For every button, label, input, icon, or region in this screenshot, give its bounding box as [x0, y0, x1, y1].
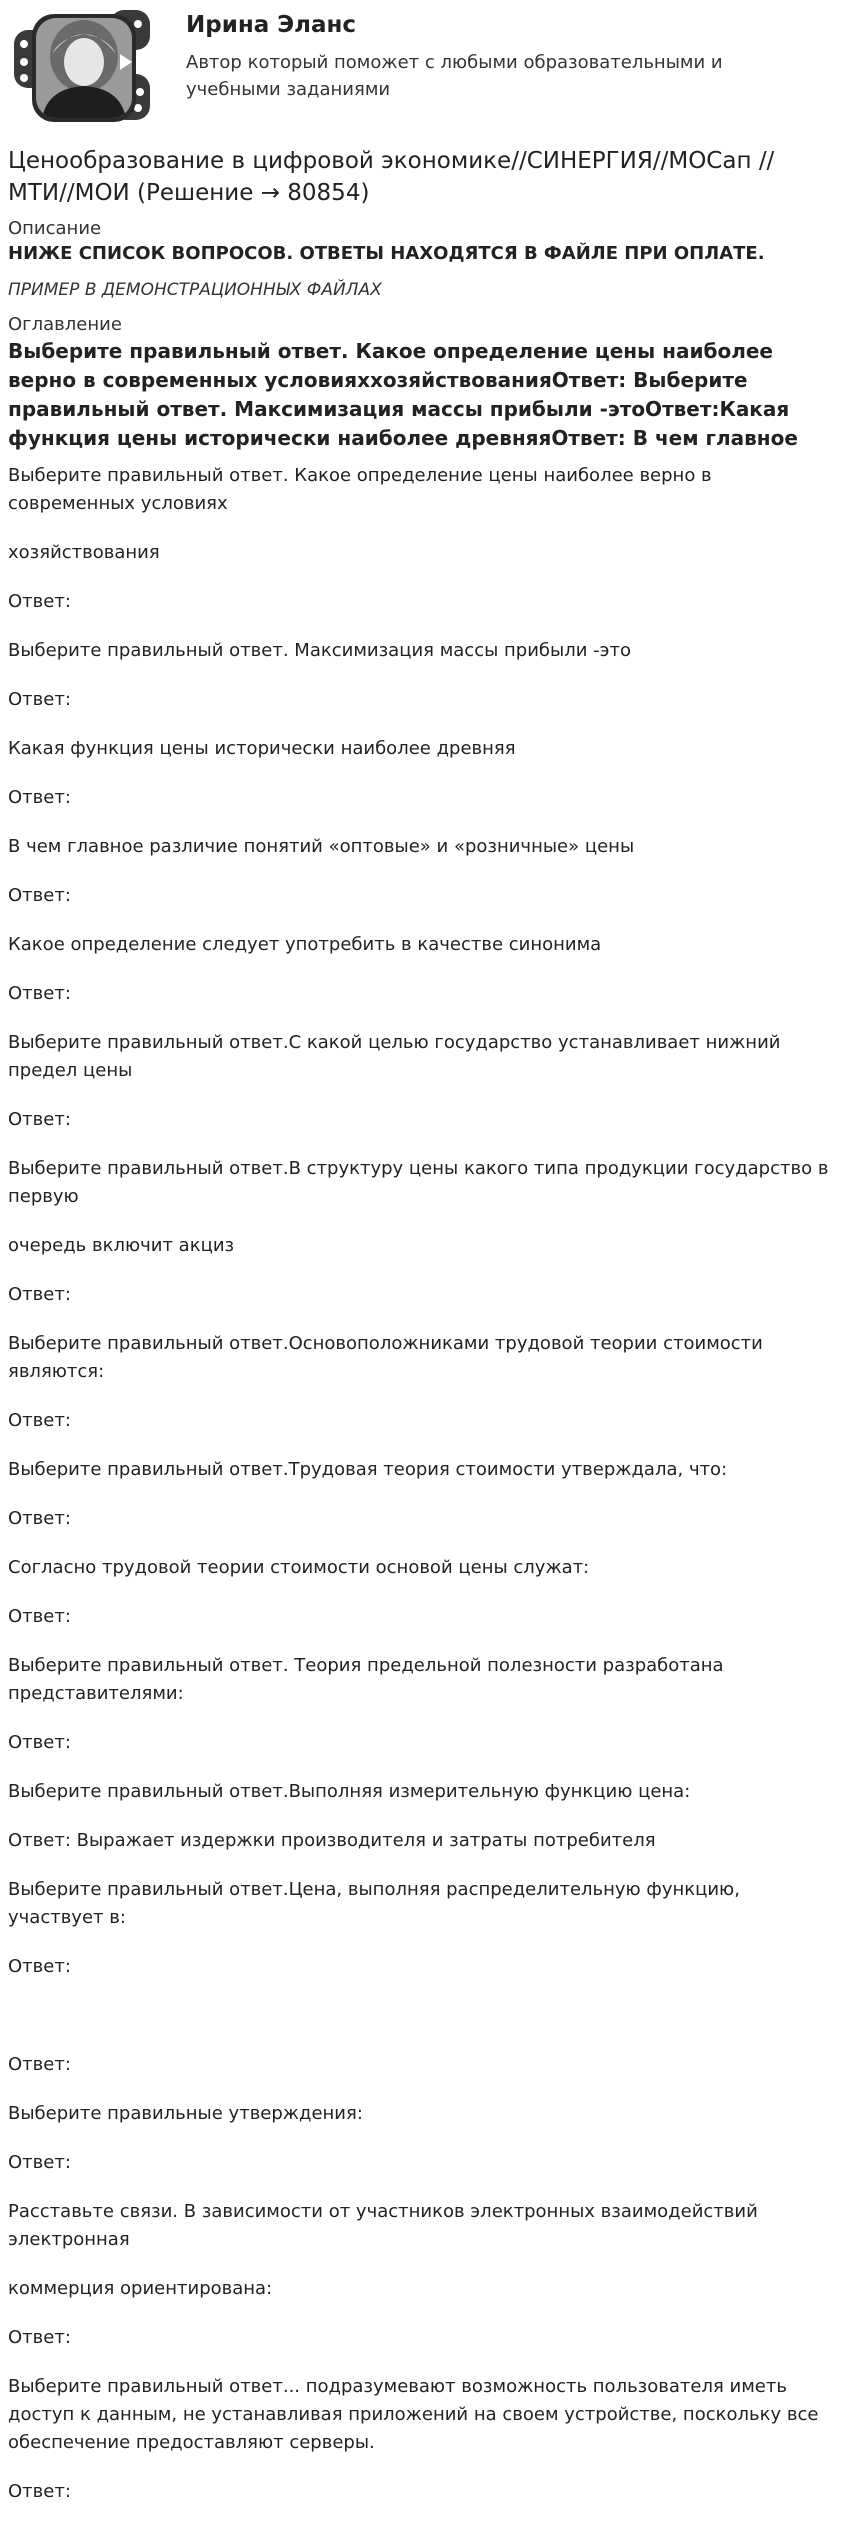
answer-line: Ответ: — [8, 689, 71, 710]
question-line — [8, 2002, 840, 2030]
answer-line: Ответ: — [8, 591, 71, 612]
question-line: Расставьте связи. В зависимости от участников электронных взаимодействий электронная — [8, 2201, 758, 2250]
question-line: Согласно трудовой теории стоимости основой цены служат: — [8, 1557, 590, 1578]
author-card — [0, 0, 847, 140]
question-line: Выберите правильный ответ.В структуру цены какого типа продукции государство в первую — [8, 1158, 829, 1207]
question-list — [8, 462, 840, 2506]
answer-line: Ответ: — [8, 1284, 71, 1305]
answer-line: Ответ: — [8, 787, 71, 808]
question-line: хозяйствования — [8, 542, 160, 563]
answer-line: Ответ: — [8, 1109, 71, 1130]
avatar-image — [8, 4, 156, 128]
answer-line: Ответ: — [8, 1508, 71, 1529]
question-line: Выберите правильный ответ... подразумевают возможность пользователя иметь доступ к данным, не устанавливая приложений на своем устройстве, поскольку все обеспечение предоставляют серверы. — [8, 2376, 819, 2453]
question-line: Выберите правильный ответ. Теория предельной полезности разработана представителями: — [8, 1655, 724, 1704]
question-line: Какая функция цены исторически наиболее древняя — [8, 738, 516, 759]
question-line: Выберите правильный ответ.С какой целью государство устанавливает нижний предел цены — [8, 1032, 781, 1081]
answer-line: Ответ: — [8, 1732, 71, 1753]
toc-text: Выберите правильный ответ. Какое определение цены наиболее верно в современных условияххозяйствованияОтвет: Выберите правильный ответ. Максимизация массы прибыли -этоОтвет:Какая функция цены исторически наиболее древняяОтвет: В чем главное — [8, 339, 798, 450]
answer-line: Ответ: — [8, 1410, 71, 1431]
question-line: Выберите правильный ответ. Максимизация массы прибыли -это — [8, 640, 632, 661]
answer-line: Ответ: — [8, 2481, 71, 2502]
answer-line: Ответ: — [8, 1606, 71, 1627]
question-line: Выберите правильный ответ.Цена, выполняя распределительную функцию, участвует в: — [8, 1879, 740, 1928]
question-line: Выберите правильный ответ.Основоположниками трудовой теории стоимости являются: — [8, 1333, 763, 1382]
description-notice: НИЖЕ СПИСОК ВОПРОСОВ. ОТВЕТЫ НАХОДЯТСЯ В ФАЙЛЕ ПРИ ОПЛАТЕ. — [8, 243, 765, 264]
question-line: коммерция ориентирована: — [8, 2278, 273, 2299]
description-example-note: ПРИМЕР В ДЕМОНСТРАЦИОННЫХ ФАЙЛАХ — [8, 280, 382, 300]
question-line: Выберите правильный ответ. Какое определение цены наиболее верно в современных условиях — [8, 465, 712, 514]
page-title: Ценообразование в цифровой экономике//СИНЕРГИЯ//МОСап //МТИ//МОИ (Решение → 80854) — [8, 148, 775, 206]
question-line: очередь включит акциз — [8, 1235, 235, 1256]
author-description: Автор который поможет с любыми образовательными и учебными заданиями — [186, 52, 723, 100]
description-label: Описание — [8, 218, 102, 239]
product-content — [8, 145, 840, 2527]
toc-label: Оглавление — [8, 314, 122, 335]
answer-line: Ответ: — [8, 983, 71, 1004]
answer-line: Ответ: — [8, 2327, 71, 2348]
question-line: В чем главное различие понятий «оптовые» и «розничные» цены — [8, 836, 635, 857]
avatar[interactable] — [8, 4, 156, 128]
question-line: Какое определение следует употребить в качестве синонима — [8, 934, 602, 955]
author-name[interactable]: Ирина Эланс — [186, 12, 357, 38]
question-line: Выберите правильные утверждения: — [8, 2103, 363, 2124]
answer-line: Ответ: — [8, 885, 71, 906]
question-line: Выберите правильный ответ.Трудовая теория стоимости утверждала, что: — [8, 1459, 728, 1480]
answer-line: Ответ: Выражает издержки производителя и затраты потребителя — [8, 1830, 656, 1851]
answer-line: Ответ: — [8, 1956, 71, 1977]
question-line: Выберите правильный ответ.Выполняя измерительную функцию цена: — [8, 1781, 691, 1802]
answer-line: Ответ: — [8, 2054, 71, 2075]
answer-line: Ответ: — [8, 2152, 71, 2173]
